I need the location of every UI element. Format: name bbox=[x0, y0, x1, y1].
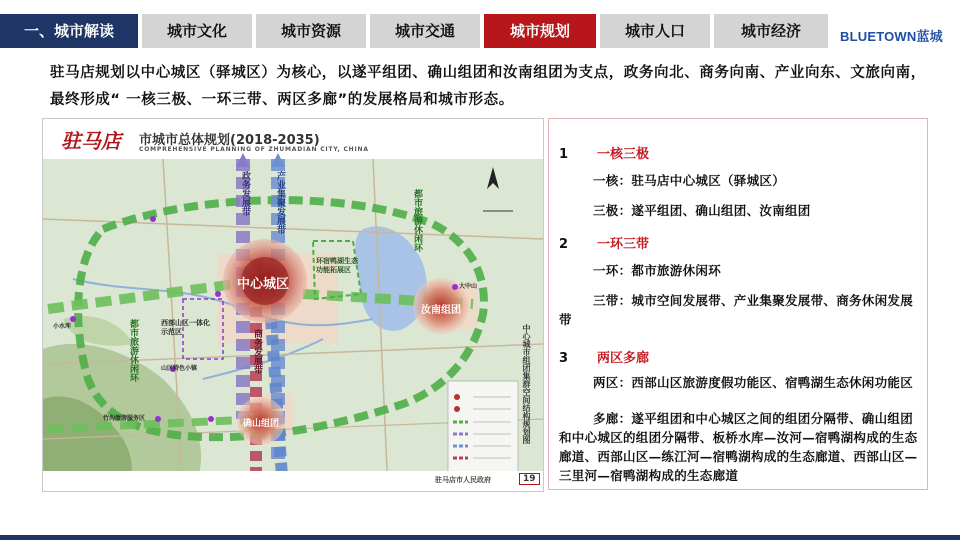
tab-city-planning[interactable]: 城市规划 bbox=[484, 14, 596, 48]
map-title-big: 驻马店 bbox=[61, 129, 121, 153]
section-3-line-1: 两区：西部山区旅游度假功能区、宿鸭湖生态休闲功能区 bbox=[593, 375, 914, 390]
map-footer: 驻马店市人民政府 bbox=[435, 476, 491, 484]
suya-label: 环宿鸭湖生态功能拓展区 bbox=[316, 257, 358, 274]
tab-city-interpretation[interactable]: 一、城市解读 bbox=[0, 14, 138, 48]
top-nav bbox=[0, 14, 960, 48]
section-1-line-2: 三极：遂平组团、确山组团、汝南组团 bbox=[593, 203, 811, 218]
dazhong-label: 大中山 bbox=[459, 283, 478, 290]
zhulin-label: 竹沟旅游服务区 bbox=[103, 415, 146, 422]
bottom-rule bbox=[0, 535, 960, 540]
zhengwu-label: 政务发展带 bbox=[240, 171, 250, 216]
tab-city-economy[interactable]: 城市经济 bbox=[714, 14, 828, 48]
xibu-label: 西部山区一体化示范区 bbox=[161, 319, 210, 336]
map-title: 市城市总体规划(2018-2035) bbox=[139, 133, 320, 148]
queshan-label: 确山组团 bbox=[243, 419, 280, 429]
section-2-heading: 2 一环三带 bbox=[559, 237, 650, 252]
map-subtitle: COMPREHENSIVE PLANNING OF ZHUMADIAN CITY, CHINA bbox=[139, 146, 369, 153]
map-page-number: 19 bbox=[519, 473, 540, 485]
section-3-line-2: 多廊：遂平组团和中心城区之间的组团分隔带、确山组团和中心城区的组团分隔带、板桥水库—汝河—宿鸭湖构成的生态廊道、西部山区—练江河—宿鸭湖构成的生态廊道、西部山区—三里河—宿鸭湖构成的生态廊道 bbox=[559, 411, 918, 483]
xiaoshui-label: 小水库 bbox=[53, 323, 72, 330]
map-graphic bbox=[43, 119, 543, 491]
planning-map bbox=[42, 118, 544, 492]
tab-city-resources[interactable]: 城市资源 bbox=[256, 14, 366, 48]
section-3-heading: 3 两区多廊 bbox=[559, 351, 650, 366]
runan-label: 汝南组团 bbox=[421, 305, 461, 316]
structure-panel bbox=[548, 118, 928, 490]
section-2-line-2: 三带：城市空间发展带、产业集聚发展带、商务休闲发展带 bbox=[559, 293, 914, 327]
shanqu-label: 山区特色小镇 bbox=[161, 365, 198, 372]
tab-city-culture[interactable]: 城市文化 bbox=[142, 14, 252, 48]
center-city-label: 中心城区 bbox=[237, 277, 290, 292]
chanye-label: 产业集聚发展带 bbox=[275, 171, 285, 234]
section-2-line-1: 一环：都市旅游休闲环 bbox=[593, 263, 722, 278]
right-ring-label: 都市旅游休闲环 bbox=[412, 189, 422, 252]
map-side-title: 中心城市组团集群空间结构规划图 bbox=[522, 324, 531, 444]
section-1-heading: 1 一核三极 bbox=[559, 147, 650, 162]
brand-logo: BLUETOWN蓝城 bbox=[840, 29, 943, 44]
shangwu-label: 商务发展带 bbox=[252, 329, 262, 374]
intro-paragraph: 驻马店规划以中心城区（驿城区）为核心，以遂平组团、确山组团和汝南组团为支点，政务向北、商务向南、产业向东、文旅向南，最终形成“ 一核三极、一环三带、两区多廊”的发展格局和城市形态。 bbox=[50, 65, 926, 108]
left-ring-label: 都市旅游休闲环 bbox=[128, 319, 138, 382]
tab-city-population[interactable]: 城市人口 bbox=[600, 14, 710, 48]
section-1-line-1: 一核：驻马店中心城区（驿城区） bbox=[593, 173, 786, 188]
tab-city-traffic[interactable]: 城市交通 bbox=[370, 14, 480, 48]
